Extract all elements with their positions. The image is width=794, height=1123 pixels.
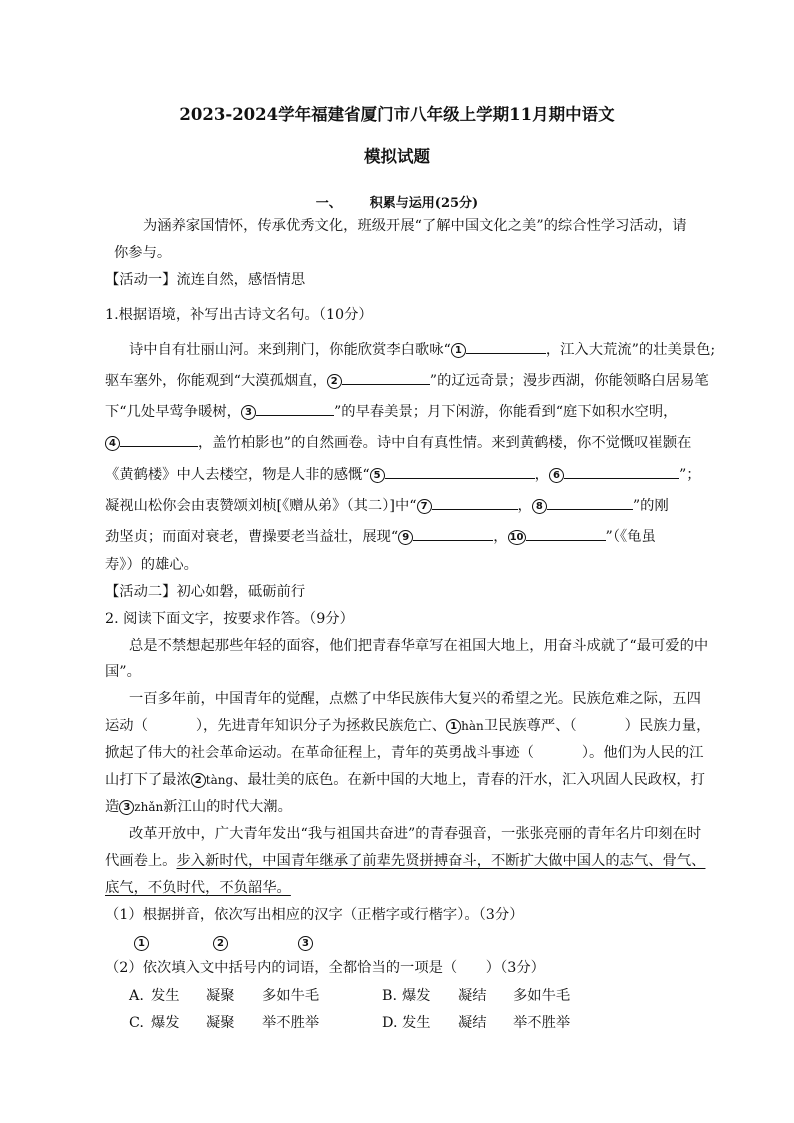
answer-blank-6[interactable] (564, 462, 679, 479)
q2-sub1-answer-slots (134, 933, 313, 953)
q1-line-2: 驱车塞外，你能观到“大漠孤烟直， 2 ”的辽远奇景；漫步西湖，你能领略白居易笔 (105, 368, 709, 391)
q1-line-3: 下“几处早莺争暖树， 3 ”的早春美景；月下闲游，你能看到“庭下如积水空明， (105, 399, 677, 422)
blank-marker-9: 9 (398, 530, 413, 545)
q2-para2-line3: 掀起了伟大的社会革命运动。在革命征程上，青年的英勇战斗事迹（ ）。他们为人民的江 (105, 745, 704, 761)
pinyin-han: hàn (461, 719, 484, 733)
answer-blank-7[interactable] (432, 493, 518, 510)
pinyin-zhan: zhǎn (134, 800, 164, 814)
pinyin-marker-2: 2 (191, 773, 206, 788)
pinyin-marker-3: 3 (119, 800, 134, 815)
q1-line-1: 诗中自有壮丽山河。来到荆门，你能欣赏李白歌咏“ 1 ，江入大荒流”的壮美景色; (129, 337, 715, 360)
answer-blank-2[interactable] (342, 368, 430, 385)
q2-para3-line2: 代画卷上。步入新时代，中国青年继承了前辈先贤拼搏奋斗，不断扩大做中国人的志气、骨气、 (105, 853, 706, 869)
section-heading (0, 192, 794, 211)
answer-slot-marker-3[interactable]: 3 (298, 936, 313, 951)
q1-line-6: 凝视山松你会由衷赞颂刘桢[《赠从弟》（其二）]中“ 7 ， 8 ”的刚 (105, 493, 669, 516)
blank-marker-10: 10 (508, 530, 526, 545)
intro-line-1: 为涵养家国情怀，传承优秀文化，班级开展“了解中国文化之美”的综合性学习活动，请 (143, 218, 687, 234)
answer-blank-3[interactable] (256, 399, 334, 416)
answer-blank-5[interactable] (385, 462, 535, 479)
blank-marker-4: 4 (105, 436, 120, 451)
answer-blank-4[interactable] (120, 430, 198, 447)
page-title-line2: 模拟试题 (364, 147, 430, 166)
underlined-sentence-part2: 底气，不负时代，不负韶华。 (105, 880, 291, 896)
q2-para1-line2: 国”。 (105, 664, 141, 680)
q2-para1-line1: 总是不禁想起那些年轻的面容，他们把青春华章写在祖国大地上，用奋斗成就了“最可爱的中 (129, 638, 709, 654)
blank-marker-7: 7 (417, 499, 432, 514)
pinyin-marker-1: 1 (446, 719, 461, 734)
underlined-sentence-part1: 步入新时代，中国青年继承了前辈先贤拼搏奋斗，不断扩大做中国人的志气、骨气、 (176, 853, 706, 869)
q2-para2-line4: 山打下了最浓 2 tàng、最壮美的底色。在新中国的大地上，青春的汗水，汇入巩固人民政权，打 (105, 772, 705, 788)
q2-sub2: （2）依次填入文中括号内的词语，全都恰当的一项是（ ）（3分） (105, 960, 545, 976)
section-number: 一、 (315, 196, 342, 211)
q2-para3-line3 (105, 878, 291, 898)
blank-marker-8: 8 (532, 499, 547, 514)
q1-line-7: 劲坚贞；而面对衰老，曹操要老当益壮，展现“ 9 ， 10 ”（《龟虽 (105, 524, 656, 547)
blank-marker-2: 2 (327, 374, 342, 389)
intro-line-2: 你参与。 (114, 245, 172, 261)
section-label: 积累与运用(25分) (369, 196, 479, 211)
question-2-title: 2. 阅读下面文字，按要求作答。（9分） (105, 611, 354, 627)
q1-line-4: 4 ，盖竹柏影也”的自然画卷。诗中自有真性情。来到黄鹤楼，你不觉慨叹崔颢在 (105, 430, 691, 453)
answer-blank-8[interactable] (547, 493, 633, 510)
pinyin-tang: tàng (205, 773, 234, 787)
blank-marker-3: 3 (241, 405, 256, 420)
q2-para2-line1: 一百多年前，中国青年的觉醒，点燃了中华民族伟大复兴的希望之光。民族危难之际，五四 (129, 691, 701, 707)
q2-para3-line1: 改革开放中，广大青年发出“我与祖国共奋进”的青春强音，一张张亮丽的青年名片印刻在时 (129, 826, 702, 842)
activity-1-heading: 【活动一】流连自然，感悟情思 (105, 272, 306, 288)
page-title-line1: 2023-2024学年福建省厦门市八年级上学期11月期中语文 (179, 105, 615, 124)
activity-2-heading: 【活动二】初心如磐，砥砺前行 (105, 584, 306, 600)
blank-marker-1: 1 (451, 343, 466, 358)
answer-slot-marker-1[interactable]: 1 (134, 936, 149, 951)
answer-blank-1[interactable] (466, 337, 546, 354)
answer-blank-10[interactable] (526, 524, 606, 541)
q2-para2-line5: 造 3 zhǎn新江山的时代大潮。 (105, 799, 292, 815)
blank-marker-5: 5 (370, 468, 385, 483)
q1-line-5: 《黄鹤楼》中人去楼空，物是人非的感慨“ 5 ， 6 ”； (105, 462, 701, 485)
answer-blank-9[interactable] (413, 524, 493, 541)
question-1-title: 1.根据语境，补写出古诗文名句。（10分） (105, 307, 373, 323)
q2-sub1: （1）根据拼音，依次写出相应的汉字（正楷字或行楷字）。（3分） (105, 907, 524, 923)
q1-line-8: 寿》）的雄心。 (105, 557, 198, 573)
answer-slot-marker-2[interactable]: 2 (213, 936, 228, 951)
blank-marker-6: 6 (549, 468, 564, 483)
q2-para2-line2: 运动（ ），先进青年知识分子为拯救民族危亡、 1 hàn卫民族尊严、（ ）民族力量， (105, 718, 711, 734)
